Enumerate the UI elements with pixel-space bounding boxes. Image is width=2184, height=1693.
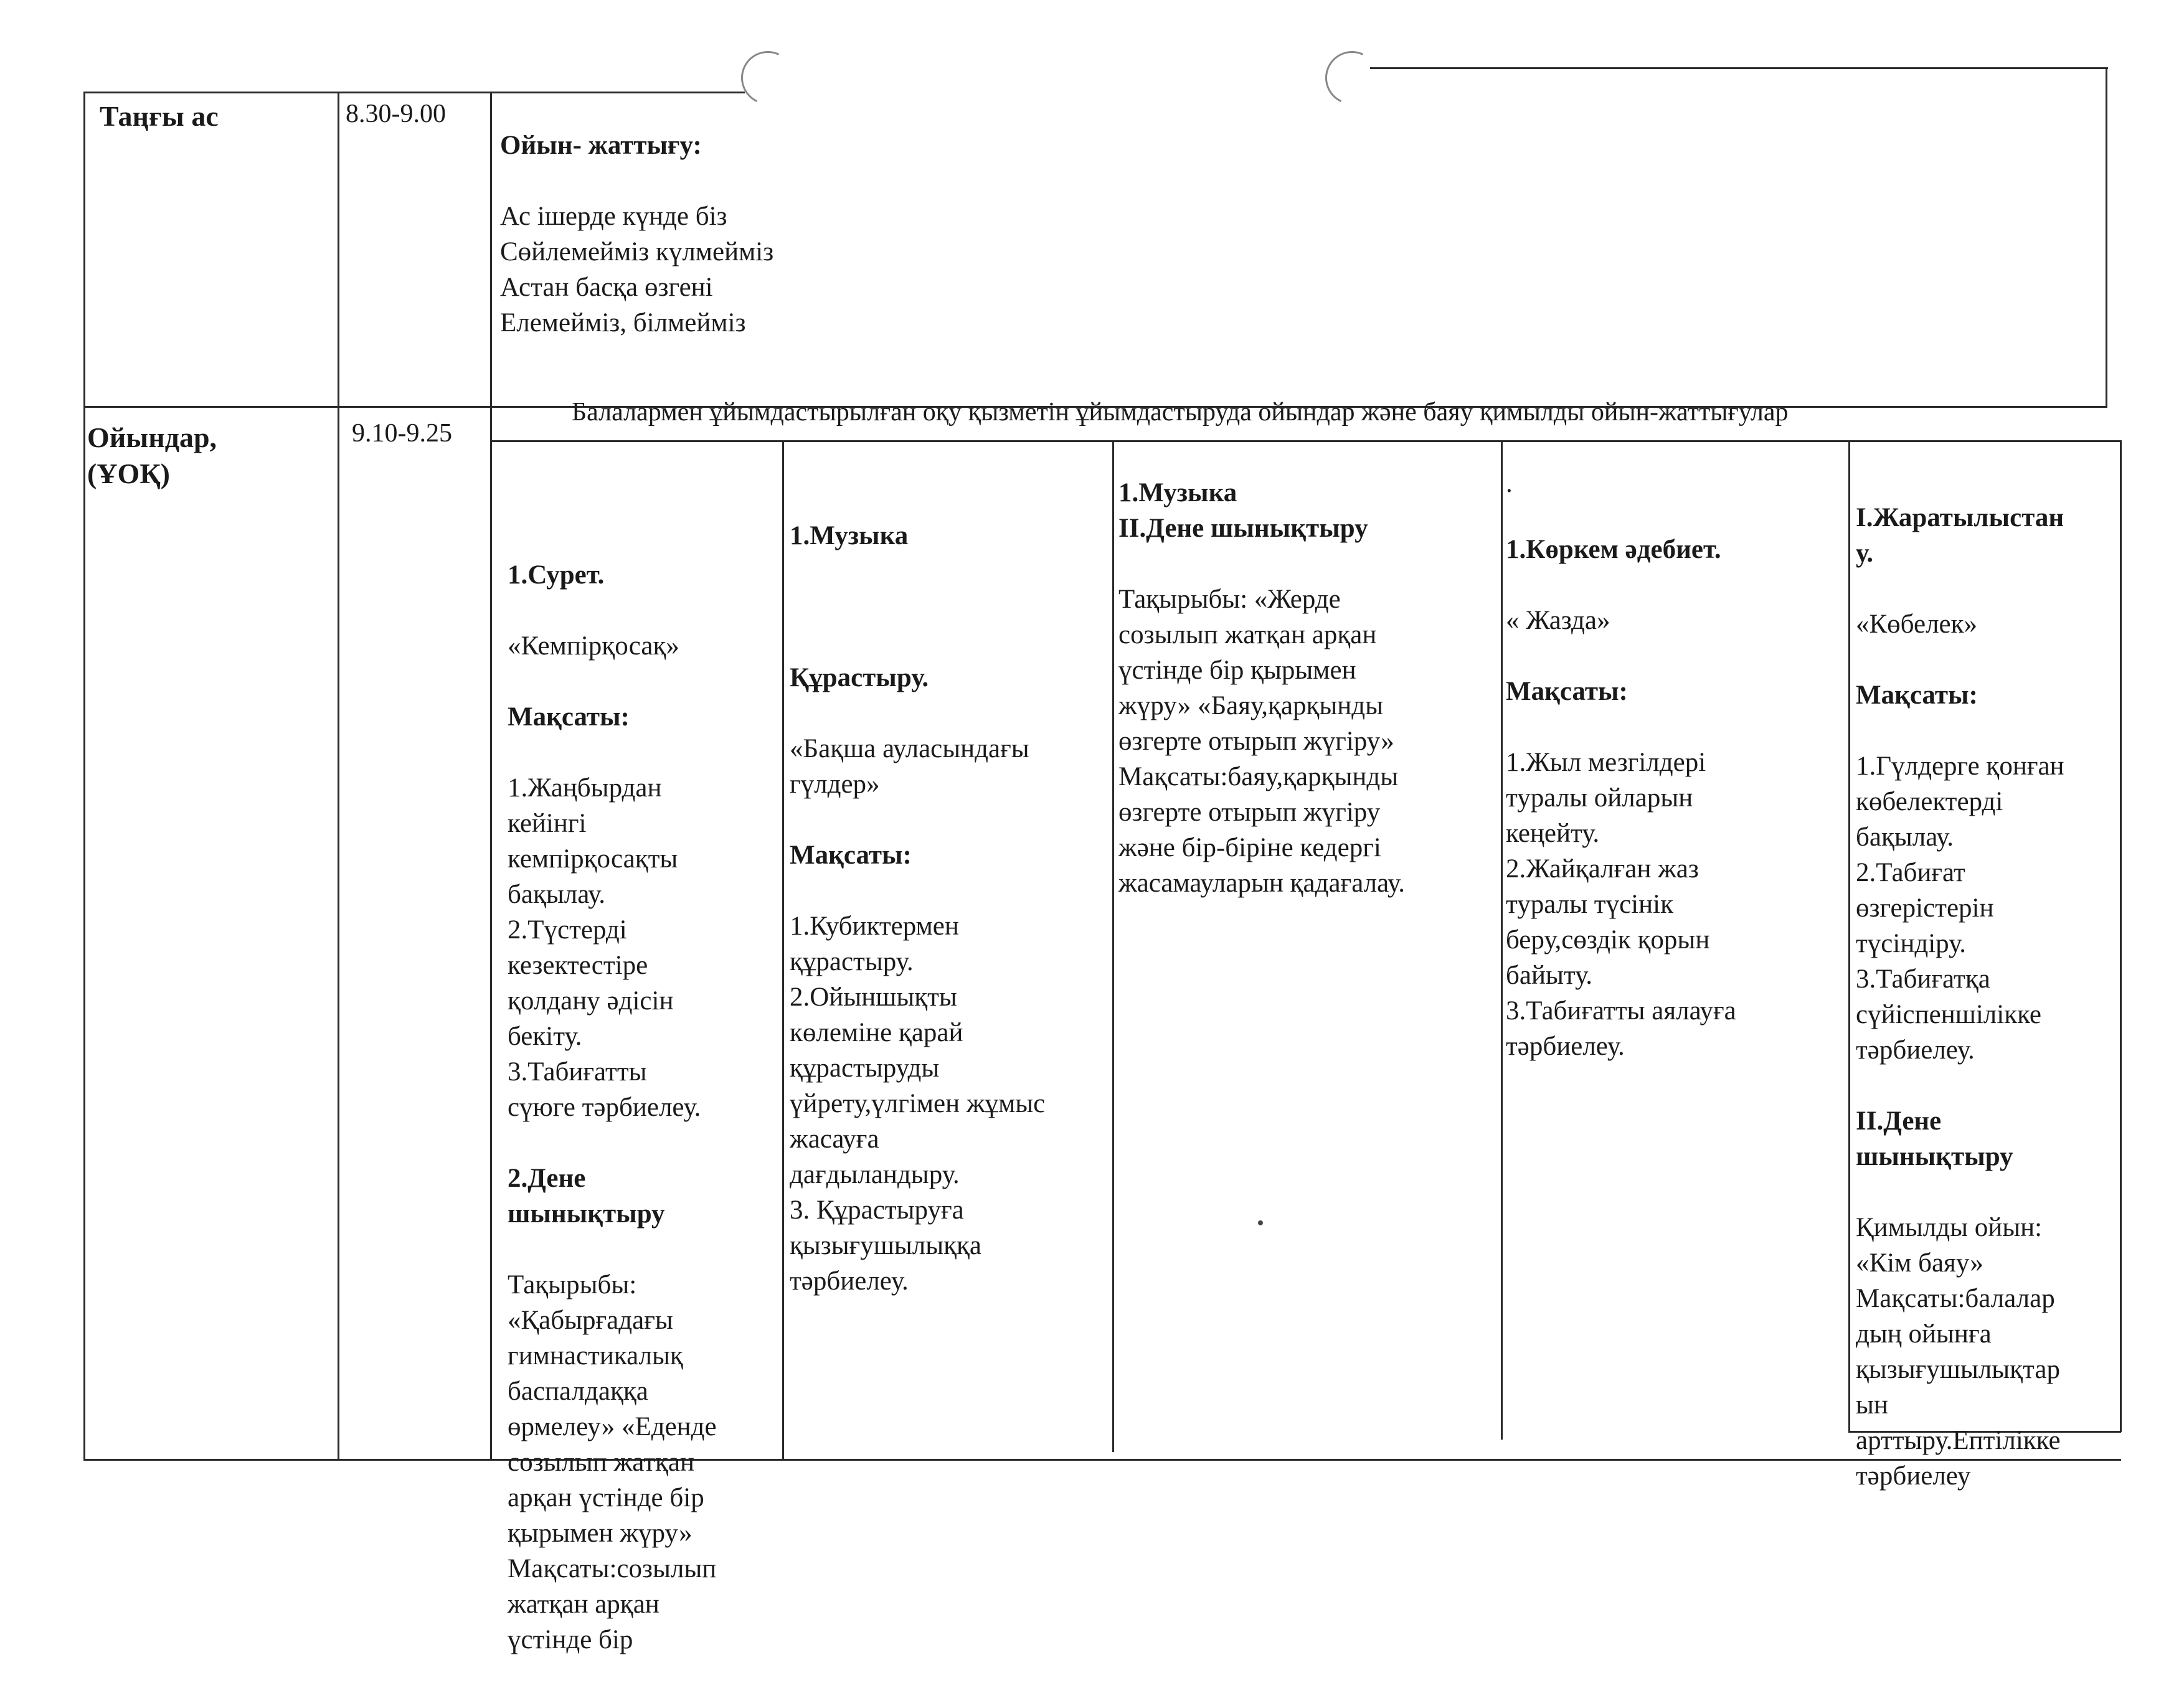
col5-game-text: Қимылды ойын: «Кім баяу» Мақсаты:балалар дың ойынға қызығушылықтар ын арттыру.Ептілікке тәрбиелеу [1856, 1213, 2061, 1491]
col4-goals: 1.Жыл мезгілдері туралы ойларын кеңейту. 2.Жайқалған жаз туралы түсінік беру,сөздік қорын байыту. 3.Табиғатты аялауға тәрбиелеу. [1506, 748, 1736, 1061]
table-right-border-bottom [2120, 440, 2122, 1432]
scan-speck [1258, 1220, 1263, 1225]
col2-goal-label: Мақсаты: [790, 841, 912, 870]
breakfast-poem: Ас ішерде күнде біз Сөйлемейміз күлмейміз Астан басқа өзгені Елемейміз, білмейміз [500, 202, 774, 337]
col1-pe-text: Тақырыбы: «Қабырғадағы гимнастикалық баспалдаққа өрмелеу» «Еденде созылып жатқан арқан үстінде бір қырымен жүру» Мақсаты:созылып жатқан арқан үстінде бір [508, 1270, 717, 1654]
col2-title: 1.Музыка [790, 521, 909, 550]
breakfast-content [500, 92, 773, 376]
col4-dot: . [1506, 469, 1513, 498]
table-bottom-border [85, 1459, 2121, 1461]
activity-column-2 [790, 483, 1110, 1334]
col1-goals: 1.Жаңбырдан кейінгі кемпірқосақты бақылау. 2.Түстерді кезектестіре қолдану әдісін бекіту. 3.Табиғатты сүюге тәрбиелеу. [508, 773, 701, 1122]
col5-goal-label: Мақсаты: [1856, 681, 1978, 710]
row-time-games: 9.10-9.25 [352, 419, 452, 448]
col2-theme: «Бақша ауласындағы гүлдер» [790, 734, 1029, 799]
col4-title: 1.Көркем әдебиет. [1506, 535, 1721, 564]
table-top-border-right [1370, 67, 2108, 69]
col1-title: 1.Сурет. [508, 560, 605, 590]
col1-theme: «Кемпірқосақ» [508, 631, 679, 661]
col5-title: І.Жаратылыстан у. [1856, 503, 2064, 568]
activity-column-5 [1856, 465, 2117, 1529]
col5-goals: 1.Гүлдерге қонған көбелектерді бақылау. 2.Табиғат өзгерістерін түсіндіру. 3.Табиғатқа сүйіспеншілікке тәрбиелеу. [1856, 752, 2064, 1065]
subcol-divider-4 [1848, 440, 1850, 1432]
col3-title: 1.Музыка ІІ.Дене шынықтыру [1118, 478, 1368, 543]
activity-column-3 [1118, 440, 1500, 936]
col1-title2: 2.Дене шынықтыру [508, 1164, 665, 1228]
table-left-border [83, 92, 85, 1461]
punch-hole-right [1318, 44, 1386, 112]
activity-column-4 [1506, 436, 1847, 1100]
col-divider-2 [490, 92, 492, 1461]
col5-theme: «Көбелек» [1856, 610, 1978, 639]
row-time-breakfast: 8.30-9.00 [346, 100, 446, 128]
col2-goals: 1.Кубиктермен құрастыру. 2.Ойыншықты көлеміне қарай құрастыруды үйрету,үлгімен жұмыс жасауға дағдыландыру. 3. Құрастыруға қызығушылыққа тәрбиелеу. [790, 912, 1046, 1296]
breakfast-title: Ойын- жаттығу: [500, 131, 702, 160]
table-right-border-top [2106, 67, 2107, 408]
col4-goal-label: Мақсаты: [1506, 677, 1628, 706]
subcol-divider-1 [782, 440, 784, 1461]
activity-column-1 [508, 522, 782, 1693]
col2-spacer [790, 589, 1110, 625]
subcol-divider-3 [1501, 440, 1503, 1440]
col-divider-1 [338, 92, 339, 1461]
row-label-games: Ойындар, (ҰОҚ) [87, 422, 217, 489]
subcol-divider-2 [1112, 440, 1114, 1452]
games-header: Балалармен ұйымдастырылған оқу қызметін ұйымдастыруда ойындар және баяу қимылды ойын-жаттығулар [572, 398, 1789, 427]
col4-theme: « Жазда» [1506, 606, 1610, 635]
col2-title2: Құрастыру. [790, 663, 929, 692]
col5-title2: ІІ.Дене шынықтыру [1856, 1106, 2013, 1171]
row-label-breakfast: Таңғы ас [100, 100, 219, 132]
col1-goal-label: Мақсаты: [508, 702, 630, 732]
col3-text: Тақырыбы: «Жерде созылып жатқан арқан үстінде бір қырымен жүру» «Баяу,қарқынды өзгерте отырып жүгіру» Мақсаты:баяу,қарқынды өзгерте отырып жүгіру және бір-біріне кедергі жасамауларын қадағалау. [1118, 585, 1405, 898]
